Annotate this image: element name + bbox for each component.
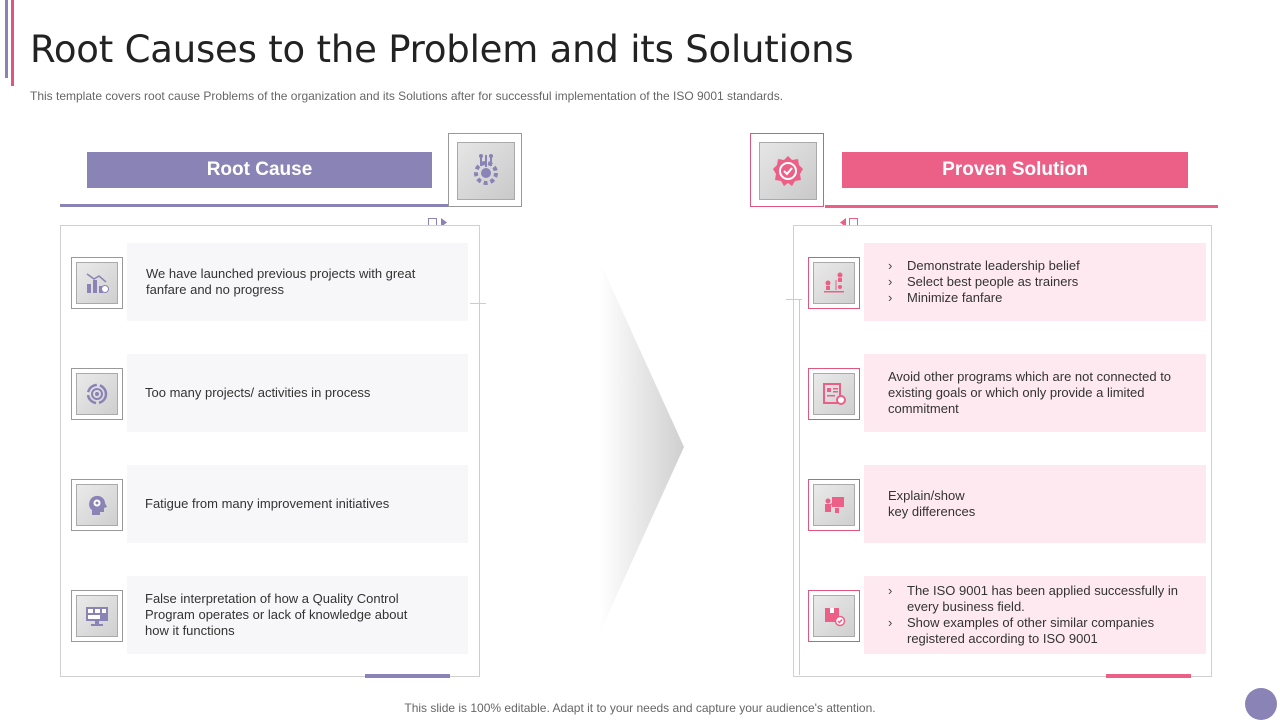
root-cause-text: We have launched previous projects with great fanfare and no progress — [146, 266, 416, 297]
solution-bullet: › Show examples of other similar companies registered according to ISO 9001 — [888, 615, 1188, 647]
badge-check-icon — [771, 154, 805, 188]
root-cause-card — [127, 465, 468, 543]
solution-text: Avoid other programs which are not connected to existing goals or which only provide a limited commitment — [888, 369, 1172, 416]
solution-bullet: › The ISO 9001 has been applied successfully in every business field. — [888, 583, 1188, 615]
document-settings-icon — [821, 381, 847, 407]
solution-icon-box — [808, 479, 860, 531]
root-cause-header: Root Cause — [87, 152, 432, 188]
solution-card — [864, 576, 1206, 654]
solution-bullet-list — [888, 258, 1080, 306]
root-cause-icon-box — [71, 257, 123, 309]
page-subtitle: This template covers root cause Problems of the organization and its Solutions after for successful implementation of the ISO 9001 standards. — [30, 89, 784, 103]
proven-solution-header: Proven Solution — [842, 152, 1188, 188]
target-cycle-icon — [84, 381, 110, 407]
root-cause-icon-box — [71, 590, 123, 642]
root-cause-text: False interpretation of how a Quality Control Program operates or lack of knowledge about how it functions — [145, 591, 408, 638]
gear-settings-icon — [468, 153, 504, 189]
solution-icon-box — [750, 133, 824, 207]
accent-bar — [11, 0, 14, 86]
connector-line — [799, 299, 800, 675]
page-title: Root Causes to the Problem and its Solutions — [30, 28, 854, 71]
presentation-icon — [821, 492, 847, 518]
root-cause-icon-box — [448, 133, 522, 207]
solution-bullet: › Minimize fanfare — [888, 290, 1080, 306]
root-cause-text: Fatigue from many improvement initiatives — [145, 496, 390, 511]
connector-line — [786, 299, 802, 300]
solution-bullet: › Select best people as trainers — [888, 274, 1080, 290]
footer-note: This slide is 100% editable. Adapt it to your needs and capture your audience's attention. — [404, 701, 876, 715]
connector-line — [470, 303, 486, 304]
corner-dot — [1245, 688, 1277, 720]
connector-line — [479, 303, 480, 675]
solution-card — [864, 354, 1206, 432]
declining-chart-icon — [84, 270, 110, 296]
solution-icon-box — [808, 368, 860, 420]
solution-bullet-list — [888, 583, 1188, 647]
root-cause-card — [127, 243, 468, 321]
root-cause-card — [127, 576, 468, 654]
root-cause-icon-box — [71, 479, 123, 531]
org-hierarchy-icon — [821, 270, 847, 296]
center-chevron — [600, 262, 684, 632]
solution-card — [864, 243, 1206, 321]
solution-bullet: › Demonstrate leadership belief — [888, 258, 1080, 274]
solution-card — [864, 465, 1206, 543]
root-cause-text: Too many projects/ activities in process — [145, 385, 371, 400]
panel-accent — [365, 674, 450, 678]
root-cause-card — [127, 354, 468, 432]
solution-text: Explain/show key differences — [888, 488, 976, 519]
monitor-dashboard-icon — [84, 603, 110, 629]
box-check-icon — [821, 603, 847, 629]
header-underline — [60, 204, 450, 207]
header-underline — [825, 205, 1218, 208]
head-gear-icon — [84, 492, 110, 518]
accent-bar — [5, 0, 8, 78]
solution-icon-box — [808, 590, 860, 642]
solution-icon-box — [808, 257, 860, 309]
root-cause-icon-box — [71, 368, 123, 420]
panel-accent — [1106, 674, 1191, 678]
